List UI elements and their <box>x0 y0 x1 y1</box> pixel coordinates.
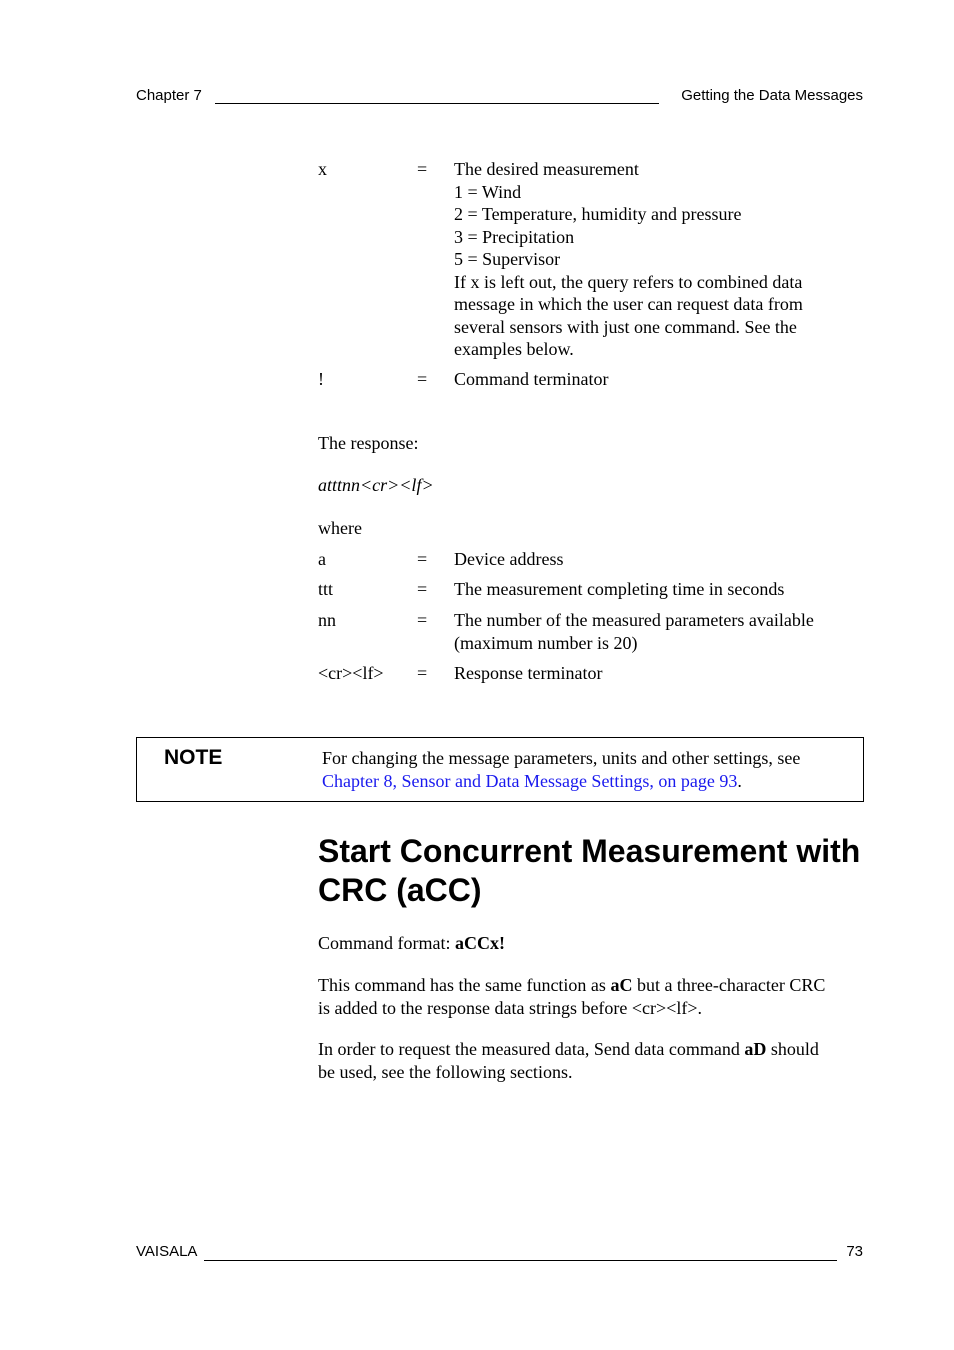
definition-term: x <box>318 159 327 179</box>
text-run: This command has the same function as <box>318 975 611 995</box>
footer-brand: VAISALA <box>136 1243 198 1260</box>
definition-description <box>454 662 864 685</box>
chapter-label: Chapter 7 <box>136 87 202 104</box>
command-format-label: Command format: <box>318 933 455 953</box>
command-format-value: aCCx! <box>454 933 505 953</box>
paragraph-line: be used, see the following sections. <box>318 1061 573 1082</box>
note-line <box>322 770 852 793</box>
definition-term: a <box>318 549 326 569</box>
command-name: aC <box>610 975 633 995</box>
heading-line: CRC (aCC) <box>318 872 482 908</box>
description-line: If x is left out, the query refers to combined data <box>454 271 803 292</box>
section-heading <box>318 832 878 910</box>
section-title: Getting the Data Messages <box>681 87 863 104</box>
equals-sign: = <box>417 159 428 179</box>
definition-description <box>454 548 864 571</box>
description-line: Device address <box>454 549 564 569</box>
description-line: Command terminator <box>454 369 609 389</box>
where-label: where <box>318 518 362 538</box>
definition-description <box>454 609 864 654</box>
heading-line: Start Concurrent Measurement with <box>318 833 861 869</box>
description-line: 3 = Precipitation <box>454 226 575 247</box>
definition-term: ! <box>318 369 324 389</box>
definition-term: <cr><lf> <box>318 663 384 683</box>
chapter-8-link[interactable]: Chapter 8, Sensor and Data Message Settings, on page 93 <box>322 770 738 791</box>
description-line: 2 = Temperature, humidity and pressure <box>454 204 742 224</box>
note-period: . <box>737 770 742 791</box>
paragraph-crc <box>318 974 864 1019</box>
description-line: Response terminator <box>454 663 603 683</box>
command-format <box>318 932 864 955</box>
description-line: message in which the user can request data from <box>454 294 803 314</box>
paragraph-line <box>318 1038 864 1061</box>
description-line: several sensors with just one command. See the <box>454 316 797 337</box>
equals-sign: = <box>417 549 428 569</box>
response-format: atttnn<cr><lf> <box>318 475 434 495</box>
footer-rule <box>204 1260 837 1261</box>
note-text <box>322 747 852 792</box>
equals-sign: = <box>417 610 428 630</box>
definition-description <box>454 578 864 601</box>
description-line: 5 = Supervisor <box>454 249 561 269</box>
equals-sign: = <box>417 663 428 683</box>
description-line: 1 = Wind <box>454 181 522 202</box>
page-number: 73 <box>846 1243 863 1260</box>
paragraph-line <box>318 974 864 997</box>
equals-sign: = <box>417 369 428 389</box>
description-line: (maximum number is 20) <box>454 632 638 653</box>
definition-description <box>454 158 864 361</box>
equals-sign: = <box>417 579 428 599</box>
text-run: should <box>766 1039 819 1059</box>
paragraph-request <box>318 1038 864 1083</box>
header-rule <box>215 103 659 104</box>
description-line: The measurement completing time in seconds <box>454 579 785 599</box>
description-line: examples below. <box>454 339 574 359</box>
text-run: but a three-character CRC <box>632 975 826 995</box>
definition-description <box>454 368 864 391</box>
description-line: The desired measurement <box>454 159 639 179</box>
description-line: The number of the measured parameters available <box>454 610 814 630</box>
response-label: The response: <box>318 433 419 453</box>
note-line: For changing the message parameters, units and other settings, see <box>322 748 801 768</box>
definition-term: ttt <box>318 579 334 599</box>
note-box <box>136 737 864 802</box>
note-label: NOTE <box>164 746 223 769</box>
paragraph-line: is added to the response data strings before <cr><lf>. <box>318 997 702 1018</box>
text-run: In order to request the measured data, Send data command <box>318 1039 745 1059</box>
command-name: aD <box>744 1039 767 1059</box>
definition-term: nn <box>318 610 336 630</box>
